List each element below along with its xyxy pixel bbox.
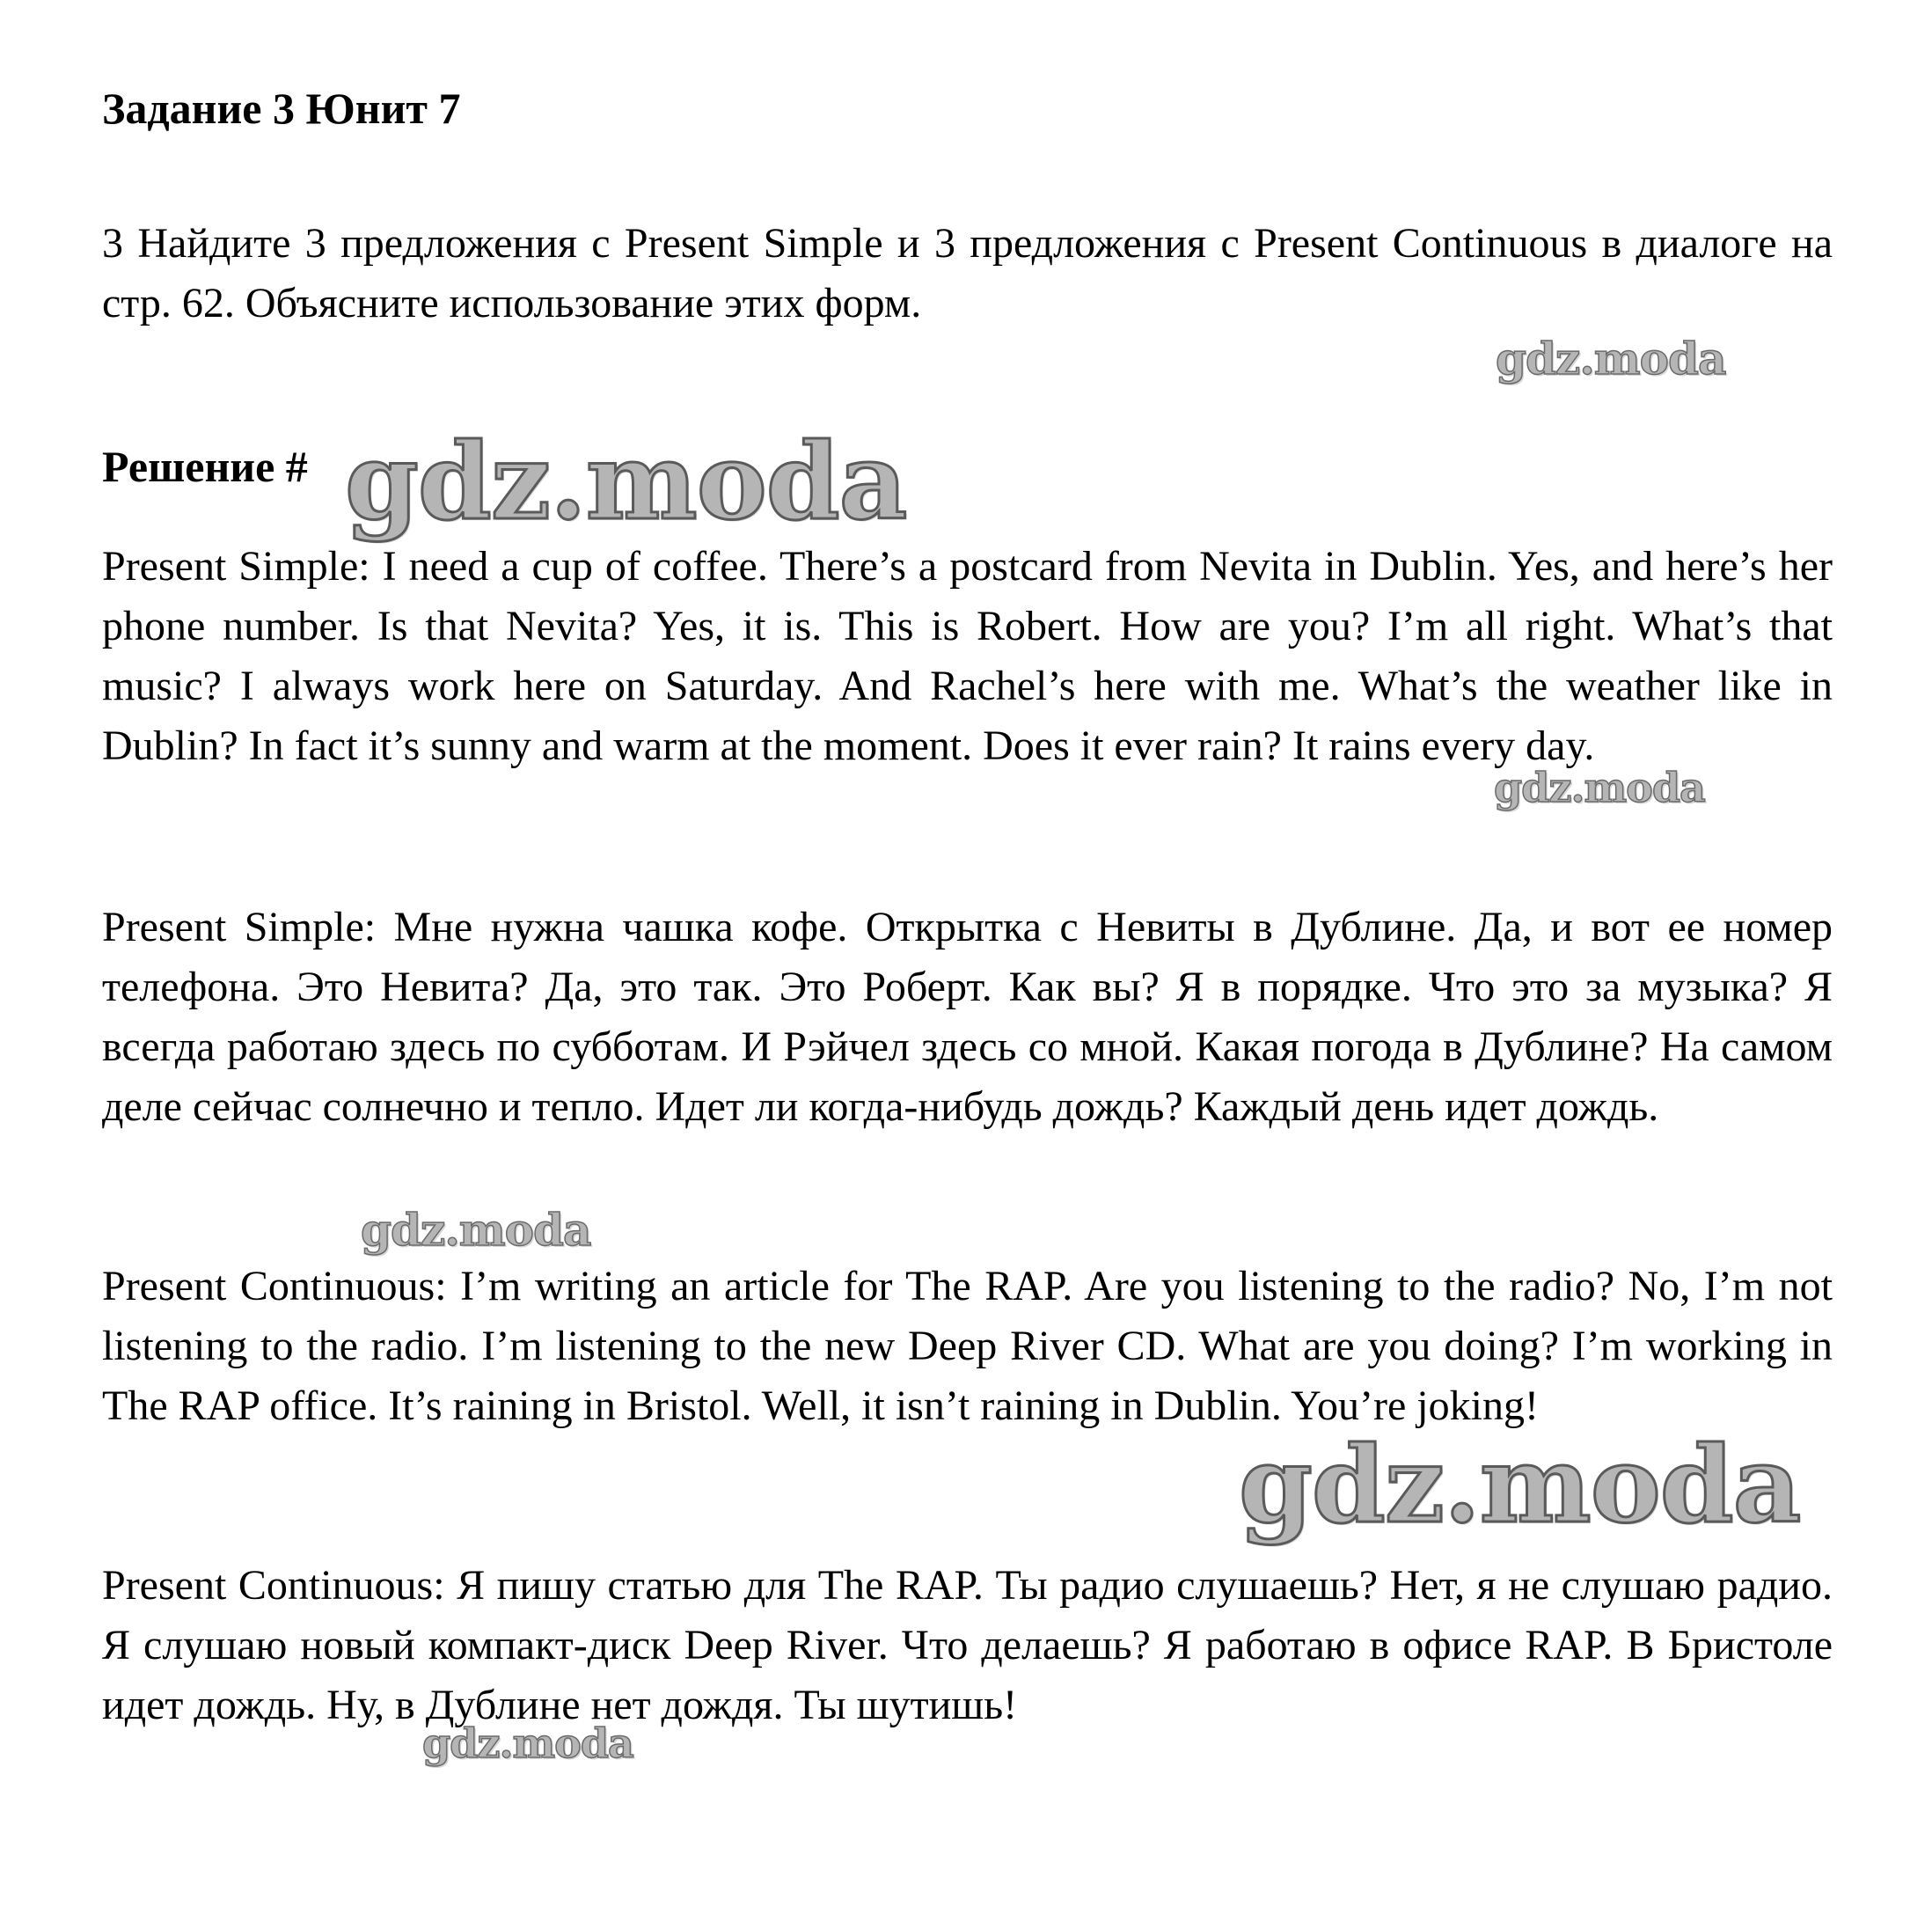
page-title: Задание 3 Юнит 7	[102, 84, 461, 133]
solution-heading: Решение #	[102, 442, 308, 491]
watermark-logo: gdz.moda	[422, 1720, 633, 1767]
solution-paragraph-present-continuous-en: Present Continuous: I’m writing an article for The RAP. Are you listening to the radio? No, I’m not listening to the radio. I’m listening to the new Deep River CD. What are you doing? I’m working in The RAP office. It’s raining in Bristol. Well, it isn’t raining in Dublin. You’re joking!	[102, 1263, 1833, 1429]
task-text: 3 Найдите 3 предложения с Present Simple и 3 предложения с Present Continuous в диалоге на стр. 62. Объясните использование этих форм.	[102, 220, 1833, 326]
watermark-logo: gdz.moda	[1494, 764, 1705, 811]
watermark-logo: gdz.moda	[1239, 1423, 1801, 1547]
watermark-logo: gdz.moda	[361, 1204, 591, 1256]
solution-paragraph-present-continuous-ru: Present Continuous: Я пишу статью для The RAP. Ты радио слушаешь? Нет, я не слушаю радио. Я слушаю новый компакт-диск Deep River. Что делаешь? Я работаю в офисе RAP. В Бристоле идет дождь. Ну, в Дублине нет дождя. Ты шутишь!	[102, 1562, 1833, 1728]
solution-paragraph-present-simple-en: Present Simple: I need a cup of coffee. There’s a postcard from Nevita in Dublin. Yes, and here’s her phone number. Is that Nevita? Yes, it is. This is Robert. How are you? I’m all right. What’s that music? I always work here on Saturday. And Rachel’s here with me. What’s the weather like in Dublin? In fact it’s sunny and warm at the moment. Does it ever rain? It rains every day.	[102, 543, 1833, 769]
watermark-logo: gdz.moda	[345, 420, 907, 544]
watermark-logo: gdz.moda	[1496, 333, 1726, 385]
solution-paragraph-present-simple-ru: Present Simple: Мне нужна чашка кофе. Открытка с Невиты в Дублине. Да, и вот ее номер телефона. Это Невита? Да, это так. Это Роберт. Как вы? Я в порядке. Что это за музыка? Я всегда работаю здесь по субботам. И Рэйчел здесь со мной. Какая погода в Дублине? На самом деле сейчас солнечно и тепло. Идет ли когда-нибудь дождь? Каждый день идет дождь.	[102, 904, 1833, 1130]
